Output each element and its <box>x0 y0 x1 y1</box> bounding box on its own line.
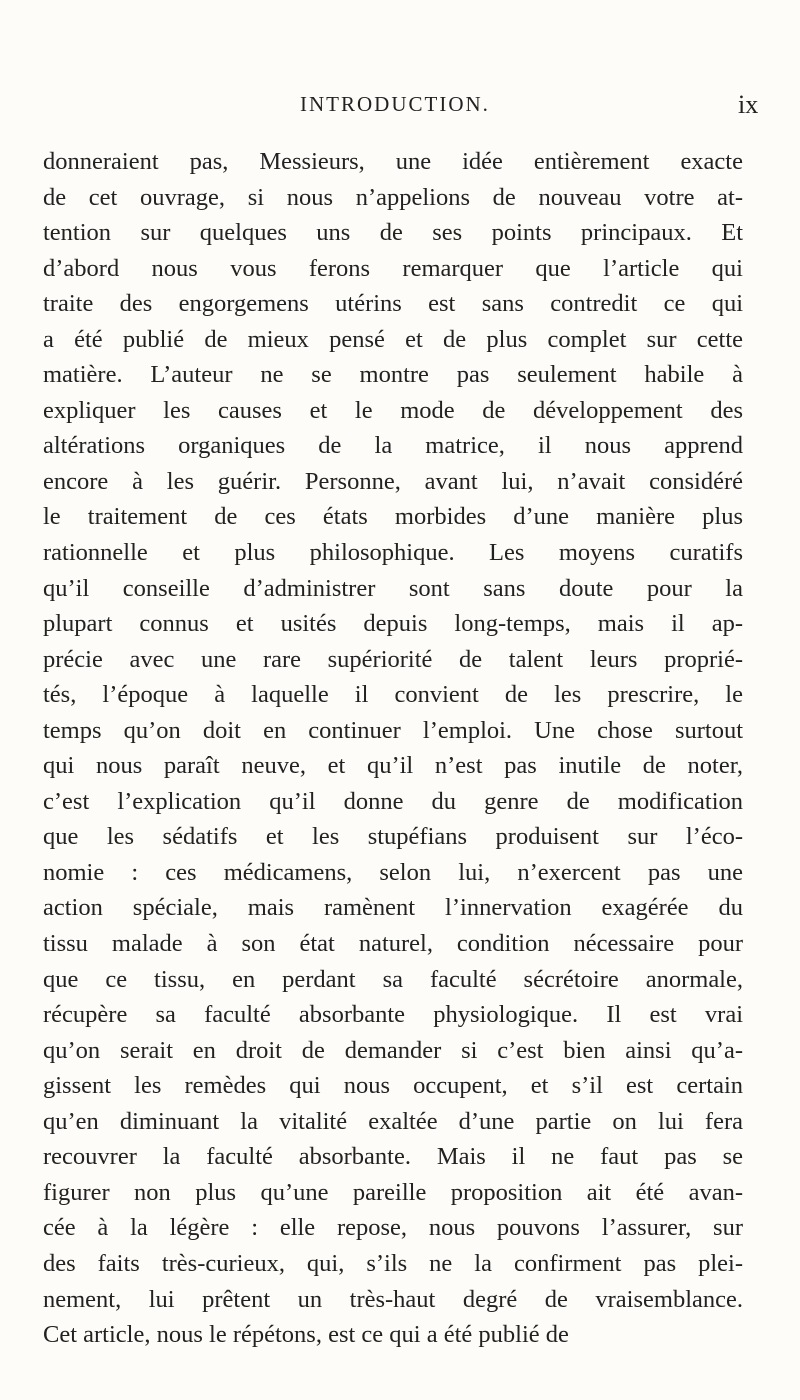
text-line: nement, lui prêtent un très-haut degré de vraisemblance. <box>43 1285 743 1313</box>
text-line: tés, l’époque à laquelle il convient de les prescrire, le <box>43 681 743 709</box>
page-number: ix <box>738 90 759 119</box>
text-line: des faits très-curieux, qui, s’ils ne la confirment pas plei- <box>43 1249 743 1277</box>
text-line: figurer non plus qu’une pareille proposition ait été avan- <box>43 1178 743 1206</box>
text-line: qui nous paraît neuve, et qu’il n’est pas inutile de noter, <box>43 752 743 780</box>
text-line: qu’il conseille d’administrer sont sans doute pour la <box>43 574 743 602</box>
text-line: recouvrer la faculté absorbante. Mais il ne faut pas se <box>43 1143 743 1171</box>
text-line: tention sur quelques uns de ses points principaux. Et <box>43 219 743 247</box>
text-line: c’est l’explication qu’il donne du genre de modification <box>43 787 743 815</box>
text-line: qu’on serait en droit de demander si c’est bien ainsi qu’a- <box>43 1036 743 1064</box>
text-line: plupart connus et usités depuis long-temps, mais il ap- <box>43 610 743 638</box>
running-title: INTRODUCTION. <box>300 92 490 116</box>
body-text <box>43 144 743 1353</box>
text-line: que les sédatifs et les stupéfians produisent sur l’éco- <box>43 823 743 851</box>
text-line: matière. L’auteur ne se montre pas seulement habile à <box>43 361 743 389</box>
text-line: action spéciale, mais ramènent l’innervation exagérée du <box>43 894 743 922</box>
text-line: tissu malade à son état naturel, condition nécessaire pour <box>43 930 743 958</box>
text-line: expliquer les causes et le mode de développement des <box>43 396 743 424</box>
text-line: gissent les remèdes qui nous occupent, et s’il est certain <box>43 1072 743 1100</box>
text-line: de cet ouvrage, si nous n’appelions de nouveau votre at- <box>43 183 743 211</box>
text-line: précie avec une rare supériorité de talent leurs proprié- <box>43 645 743 673</box>
text-line: le traitement de ces états morbides d’une manière plus <box>43 503 743 531</box>
text-line: traite des engorgemens utérins est sans contredit ce qui <box>43 290 743 318</box>
text-line: donneraient pas, Messieurs, une idée entièrement exacte <box>43 148 743 175</box>
text-line: encore à les guérir. Personne, avant lui, n’avait considéré <box>43 467 743 495</box>
text-line: d’abord nous vous ferons remarquer que l’article qui <box>43 254 743 282</box>
text-line: temps qu’on doit en continuer l’emploi. Une chose surtout <box>43 716 743 744</box>
text-line: que ce tissu, en perdant sa faculté sécrétoire anormale, <box>43 965 743 993</box>
running-head <box>0 92 800 126</box>
text-line: qu’en diminuant la vitalité exaltée d’une partie on lui fera <box>43 1107 743 1135</box>
text-line: altérations organiques de la matrice, il nous apprend <box>43 432 743 460</box>
text-line: a été publié de mieux pensé et de plus complet sur cette <box>43 325 743 353</box>
text-line: rationnelle et plus philosophique. Les moyens curatifs <box>43 539 743 567</box>
text-line: récupère sa faculté absorbante physiologique. Il est vrai <box>43 1001 743 1029</box>
text-line: nomie : ces médicamens, selon lui, n’exercent pas une <box>43 858 743 886</box>
text-line: Cet article, nous le répétons, est ce qui a été publié de <box>43 1321 569 1349</box>
text-line: cée à la légère : elle repose, nous pouvons l’assurer, sur <box>43 1214 743 1242</box>
